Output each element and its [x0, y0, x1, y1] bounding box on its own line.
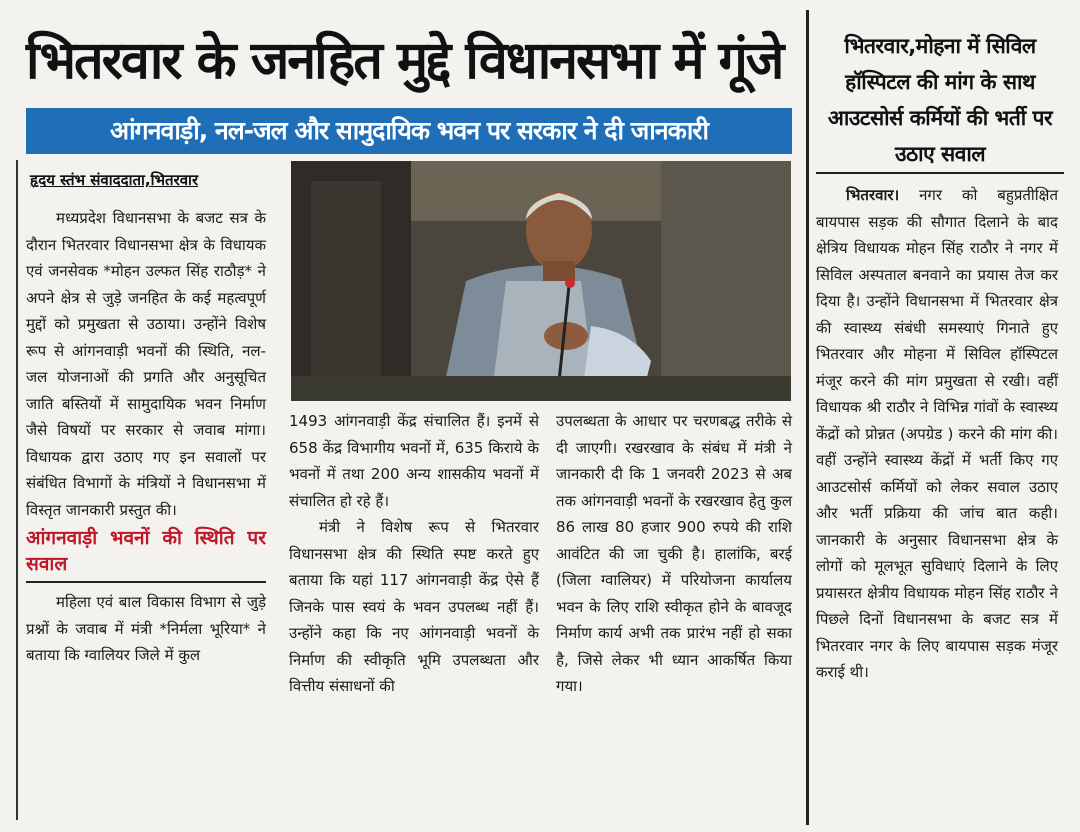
headline: भितरवार के जनहित मुद्दे विधानसभा में गूंजे — [26, 31, 783, 91]
paragraph: महिला एवं बाल विकास विभाग से जुड़े प्रश्नों के जवाब में मंत्री *निर्मला भूरिया* ने बताया कि ग्वालियर जिले में कुल — [26, 593, 266, 664]
subheadline-banner: आंगनवाड़ी, नल-जल और सामुदायिक भवन पर सरकार ने दी जानकारी — [26, 108, 792, 154]
dateline: भितरवार। — [846, 186, 900, 204]
paragraph — [816, 182, 1058, 686]
paragraph: उपलब्धता के आधार पर चरणबद्ध तरीके से दी जाएगी। रखरखाव के संबंध में मंत्री ने जानकारी दी कि 1 जनवरी 2023 से अब तक आंगनवाड़ी भवनों के रखरखाव हेतु कुल 86 लाख 80 हजार 900 रुपये की राशि आवंटित की जा चुकी है। हालांकि, बरई (जिला ग्वालियर) में परियोजना कार्यालय भवन के लिए राशि स्वीकृत होने के बावजूद निर्माण कार्य अभी तक प्रारंभ नहीं हो सका है, जिसे लेकर भी ध्यान आकर्षित किया गया। — [556, 412, 792, 695]
paragraph: 1493 आंगनवाड़ी केंद्र संचालित हैं। इनमें से 658 केंद्र विभागीय भवनों में, 635 किराये के भवनों में तथा 200 अन्य शासकीय भवनों में संचालित हो रहे हैं। — [289, 412, 539, 510]
divider — [816, 172, 1064, 174]
byline: हृदय स्तंभ संवाददाता,भितरवार — [30, 171, 199, 189]
top-margin — [0, 0, 1080, 8]
news-photo — [291, 161, 791, 401]
section-subheading: आंगनवाड़ी भवनों की स्थिति पर सवाल — [26, 525, 266, 583]
article-column-3 — [556, 408, 792, 700]
article-column-2 — [289, 408, 539, 700]
side-headline: भितरवार,मोहना में सिविल हॉस्पिटल की मांग के साथ आउटसोर्स कर्मियों की भर्ती पर उठाए सवाल — [827, 34, 1053, 166]
column-divider — [806, 10, 809, 825]
legislator-photo-illustration — [291, 161, 791, 401]
paragraph: मंत्री ने विशेष रूप से भितरवार विधानसभा क्षेत्र की स्थिति स्पष्ट करते हुए बताया कि यहां 117 आंगनवाड़ी केंद्र ऐसे हैं जिनके पास स्वयं के भवन उपलब्ध नहीं हैं। उन्होंने कहा कि नए आंगनवाड़ी भवनों के निर्माण की स्वीकृति भूमि उपलब्धता और वित्तीय संसाधनों की — [289, 518, 539, 695]
paragraph: मध्यप्रदेश विधानसभा के बजट सत्र के दौरान भितरवार विधानसभा क्षेत्र के विधायक एवं जनसेवक *मोहन उल्फत सिंह राठौड़* ने अपने क्षेत्र से जुड़े जनहित के कई महत्वपूर्ण मुद्दों को प्रमुखता से उठाया। उन्होंने विशेष रूप से आंगनवाड़ी भवनों की स्थिति, नल-जल योजनाओं की प्रगति और अनुसूचित जाति बस्तियों में सामुदायिक भवन निर्माण जैसे विषयों पर सरकार से जवाब मांगा। विधायक द्वारा उठाए गए इन सवालों पर संबंधित विभागों के मंत्रियों ने विधानसभा में विस्तृत जानकारी प्रस्तुत की। — [26, 209, 266, 519]
article-column-1 — [26, 205, 266, 669]
side-article-body — [816, 182, 1058, 686]
column-divider — [16, 160, 18, 820]
side-body-text: नगर को बहुप्रतीक्षित बायपास सड़क की सौगात दिलाने के बाद क्षेत्रिय विधायक मोहन सिंह राठौर ने नगर में सिविल अस्पताल बनवाने का प्रयास तेज कर दिया है। उन्होंने विधानसभा में भितरवार क्षेत्र की स्वास्थ्य संबंधी समस्याएं गिनाते हुए भितरवार और मोहना में सिविल हॉस्पिटल मंजूर करने की मांग प्रमुखता से रखी। वहीं विधायक श्री राठौर ने विभिन्न गांवों के स्वास्थ्य केंद्रों को प्रोन्नत (अपग्रेड ) करने की मांग की। वहीं उन्होंने स्वास्थ्य केंद्रों में भर्ती किए गए आउटसोर्स कर्मियों को लेकर सवाल उठाए और भर्ती प्रक्रिया की जांच बात कही। जानकारी के अनुसार विधानसभा क्षेत्र के लोगों को मूलभूत सुविधाएं दिलाने के लिए प्रयासरत क्षेत्रीय विधायक मोहन सिंह राठौर ने पिछले दिनों विधानसभा के बजट सत्र में भितरवार नगर के लिए बायपास सड़क मंजूर कराई थी। — [816, 186, 1058, 681]
